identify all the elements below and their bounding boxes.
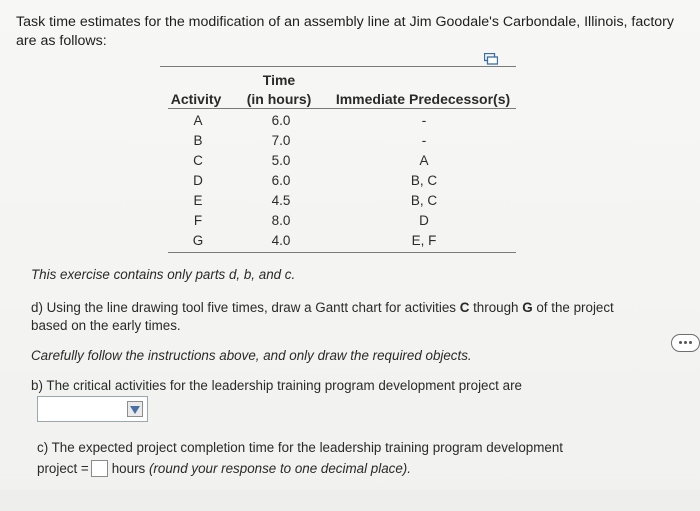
cell-activity: B xyxy=(193,133,203,148)
cell-time: 6.0 xyxy=(271,173,291,188)
dot xyxy=(679,341,682,344)
part-c-line2 xyxy=(37,458,617,479)
cell-activity: E xyxy=(193,193,203,208)
ellipsis-icon[interactable] xyxy=(671,334,700,352)
triangle-down-icon xyxy=(130,406,140,414)
critical-activities-dropdown[interactable] xyxy=(37,396,148,422)
part-c-line1: c) The expected project completion time for the leadership training program development xyxy=(37,440,563,455)
cell-time: 8.0 xyxy=(271,213,291,228)
part-c-suffix: (round your response to one decimal place). xyxy=(145,461,411,476)
intro-text: Task time estimates for the modification of an assembly line at Jim Goodale's Carbondale, Illinois, factory are as follows: xyxy=(16,14,674,49)
cell-predecessor: - xyxy=(421,113,427,128)
cell-activity: D xyxy=(193,173,203,188)
cell-predecessor: D xyxy=(419,213,429,228)
dot xyxy=(684,341,687,344)
table-bottom-rule xyxy=(168,252,516,253)
part-d-activity-g: G xyxy=(522,300,533,315)
bottom-margin xyxy=(0,490,700,511)
cell-time: 6.0 xyxy=(271,113,291,128)
part-c-unit: hours xyxy=(111,461,146,476)
completion-time-input[interactable] xyxy=(91,460,108,477)
cell-predecessor: A xyxy=(419,153,429,168)
cell-time: 7.0 xyxy=(271,133,291,148)
header-time: Time xyxy=(262,72,296,88)
cell-time: 4.0 xyxy=(271,233,291,248)
instruction-note: Carefully follow the instructions above, and only draw the required objects. xyxy=(31,348,472,363)
part-d-before: d) Using the line drawing tool five times, draw a Gantt chart for activities xyxy=(31,300,460,315)
header-activity: Activity xyxy=(170,91,222,107)
cell-time: 5.0 xyxy=(271,153,291,168)
header-time-unit: (in hours) xyxy=(246,91,312,107)
copy-icon[interactable] xyxy=(484,53,498,65)
part-d-activity-c: C xyxy=(459,300,470,315)
part-c-text xyxy=(37,437,617,479)
cell-activity: C xyxy=(193,153,203,168)
cell-predecessor: - xyxy=(421,133,427,148)
part-d-middle: through xyxy=(469,300,523,315)
cell-activity: G xyxy=(192,233,204,248)
cell-activity: A xyxy=(193,113,203,128)
header-predecessor: Immediate Predecessor(s) xyxy=(335,91,511,107)
cell-activity: F xyxy=(193,213,203,228)
part-d-after: of the project based on the early times. xyxy=(31,300,614,333)
dropdown-toggle[interactable] xyxy=(127,401,143,417)
part-d-text xyxy=(31,299,621,335)
cell-predecessor: B, C xyxy=(410,193,438,208)
cell-predecessor: B, C xyxy=(410,173,438,188)
dot xyxy=(689,341,692,344)
exercise-notice: This exercise contains only parts d, b, and c. xyxy=(31,267,296,282)
table-header-rule xyxy=(168,108,516,109)
part-c-prefix: project = xyxy=(37,461,89,476)
cell-predecessor: E, F xyxy=(411,233,437,248)
cell-time: 4.5 xyxy=(271,193,291,208)
table-top-rule xyxy=(160,66,516,67)
part-b-text: b) The critical activities for the leadership training program development project are xyxy=(31,378,522,393)
